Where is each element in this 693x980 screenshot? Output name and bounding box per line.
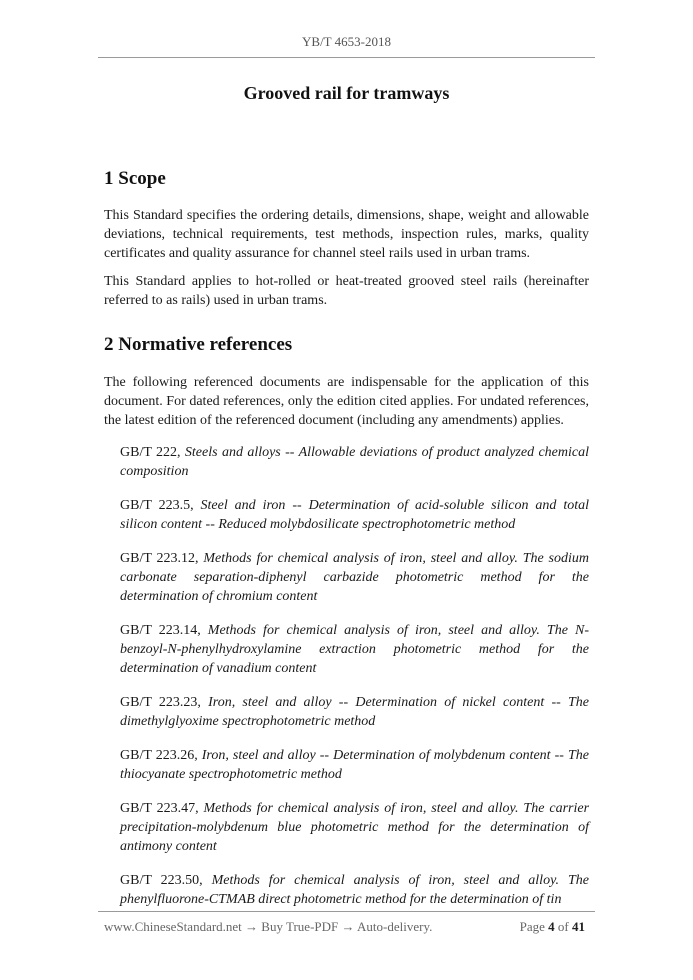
reference-item <box>120 799 589 856</box>
reference-title: Methods for chemical analysis of iron, steel and alloy. The carrier precipitation-molybdenum blue photometric method for the determination of antimony content <box>120 801 590 854</box>
footer-links <box>104 919 432 935</box>
scope-paragraph-1: This Standard specifies the ordering details, dimensions, shape, weight and allowable deviations, technical requirements, test methods, inspection rules, marks, quality certificates and quality assurance for channel steel rails used in urban trams. <box>104 208 589 261</box>
reference-title: Methods for chemical analysis of iron, steel and alloy. The sodium carbonate separation-diphenyl carbazide photometric method for the determination of chromium content <box>120 551 589 604</box>
reference-title: Iron, steel and alloy -- Determination of molybdenum content -- The thiocyanate spectrophotometric method <box>120 748 590 782</box>
reference-code: GB/T 223.26, <box>120 748 198 763</box>
reference-title: Steels and alloys -- Allowable deviations of product analyzed chemical composition <box>120 445 589 479</box>
reference-title: Iron, steel and alloy -- Determination of nickel content -- The dimethylglyoxime spectrophotometric method <box>120 695 590 729</box>
arrow-right-icon: → <box>341 919 355 934</box>
header-doc-code: YB/T 4653-2018 <box>302 34 391 49</box>
reference-code: GB/T 223.50, <box>120 873 203 888</box>
reference-code: GB/T 223.47, <box>120 801 199 816</box>
page-total: 41 <box>572 919 585 934</box>
page-label: Page <box>519 919 545 934</box>
reference-item <box>120 871 589 909</box>
scope-paragraph-2: This Standard applies to hot-rolled or heat-treated grooved steel rails (hereinafter referred to as rails) used in urban trams. <box>104 274 589 308</box>
page-current: 4 <box>548 919 555 934</box>
footer-site-link[interactable]: www.ChineseStandard.net <box>104 919 242 934</box>
page-of: of <box>557 919 569 934</box>
reference-list <box>104 443 589 909</box>
normative-intro-paragraph: The following referenced documents are indispensable for the application of this document. For dated references, only the edition cited applies. For undated references, the latest edition of the referenced document (including any amendments) applies. <box>104 375 589 428</box>
document-title: Grooved rail for tramways <box>243 83 450 103</box>
reference-item <box>120 443 589 481</box>
reference-code: GB/T 223.14, <box>120 623 201 638</box>
page-header <box>0 34 693 50</box>
footer-delivery-text: Auto-delivery. <box>357 919 433 934</box>
section-normative-references-heading: 2 Normative references <box>104 334 293 355</box>
reference-item <box>120 549 589 606</box>
footer-divider <box>98 911 595 912</box>
page-number <box>520 919 585 935</box>
reference-item <box>120 621 589 678</box>
reference-item <box>120 746 589 784</box>
header-divider <box>98 57 595 58</box>
arrow-right-icon: → <box>245 919 259 934</box>
reference-code: GB/T 222, <box>120 445 181 460</box>
reference-title: Methods for chemical analysis of iron, steel and alloy. The N-benzoyl-N-phenylhydroxylamine extraction photometric method for the determination of vanadium content <box>120 623 590 676</box>
document-body <box>104 168 589 924</box>
reference-item <box>120 693 589 731</box>
reference-title: Methods for chemical analysis of iron, steel and alloy. The phenylfluorone-CTMAB direct photometric method for the determination of tin <box>120 873 589 907</box>
section-scope-heading: 1 Scope <box>104 168 166 189</box>
reference-item <box>120 496 589 534</box>
reference-title: Steel and iron -- Determination of acid-soluble silicon and total silicon content -- Reduced molybdosilicate spectrophotometric method <box>120 498 590 532</box>
reference-code: GB/T 223.12, <box>120 551 199 566</box>
footer-buy-link[interactable]: Buy True-PDF <box>261 919 339 934</box>
reference-code: GB/T 223.5, <box>120 498 194 513</box>
reference-code: GB/T 223.23, <box>120 695 201 710</box>
